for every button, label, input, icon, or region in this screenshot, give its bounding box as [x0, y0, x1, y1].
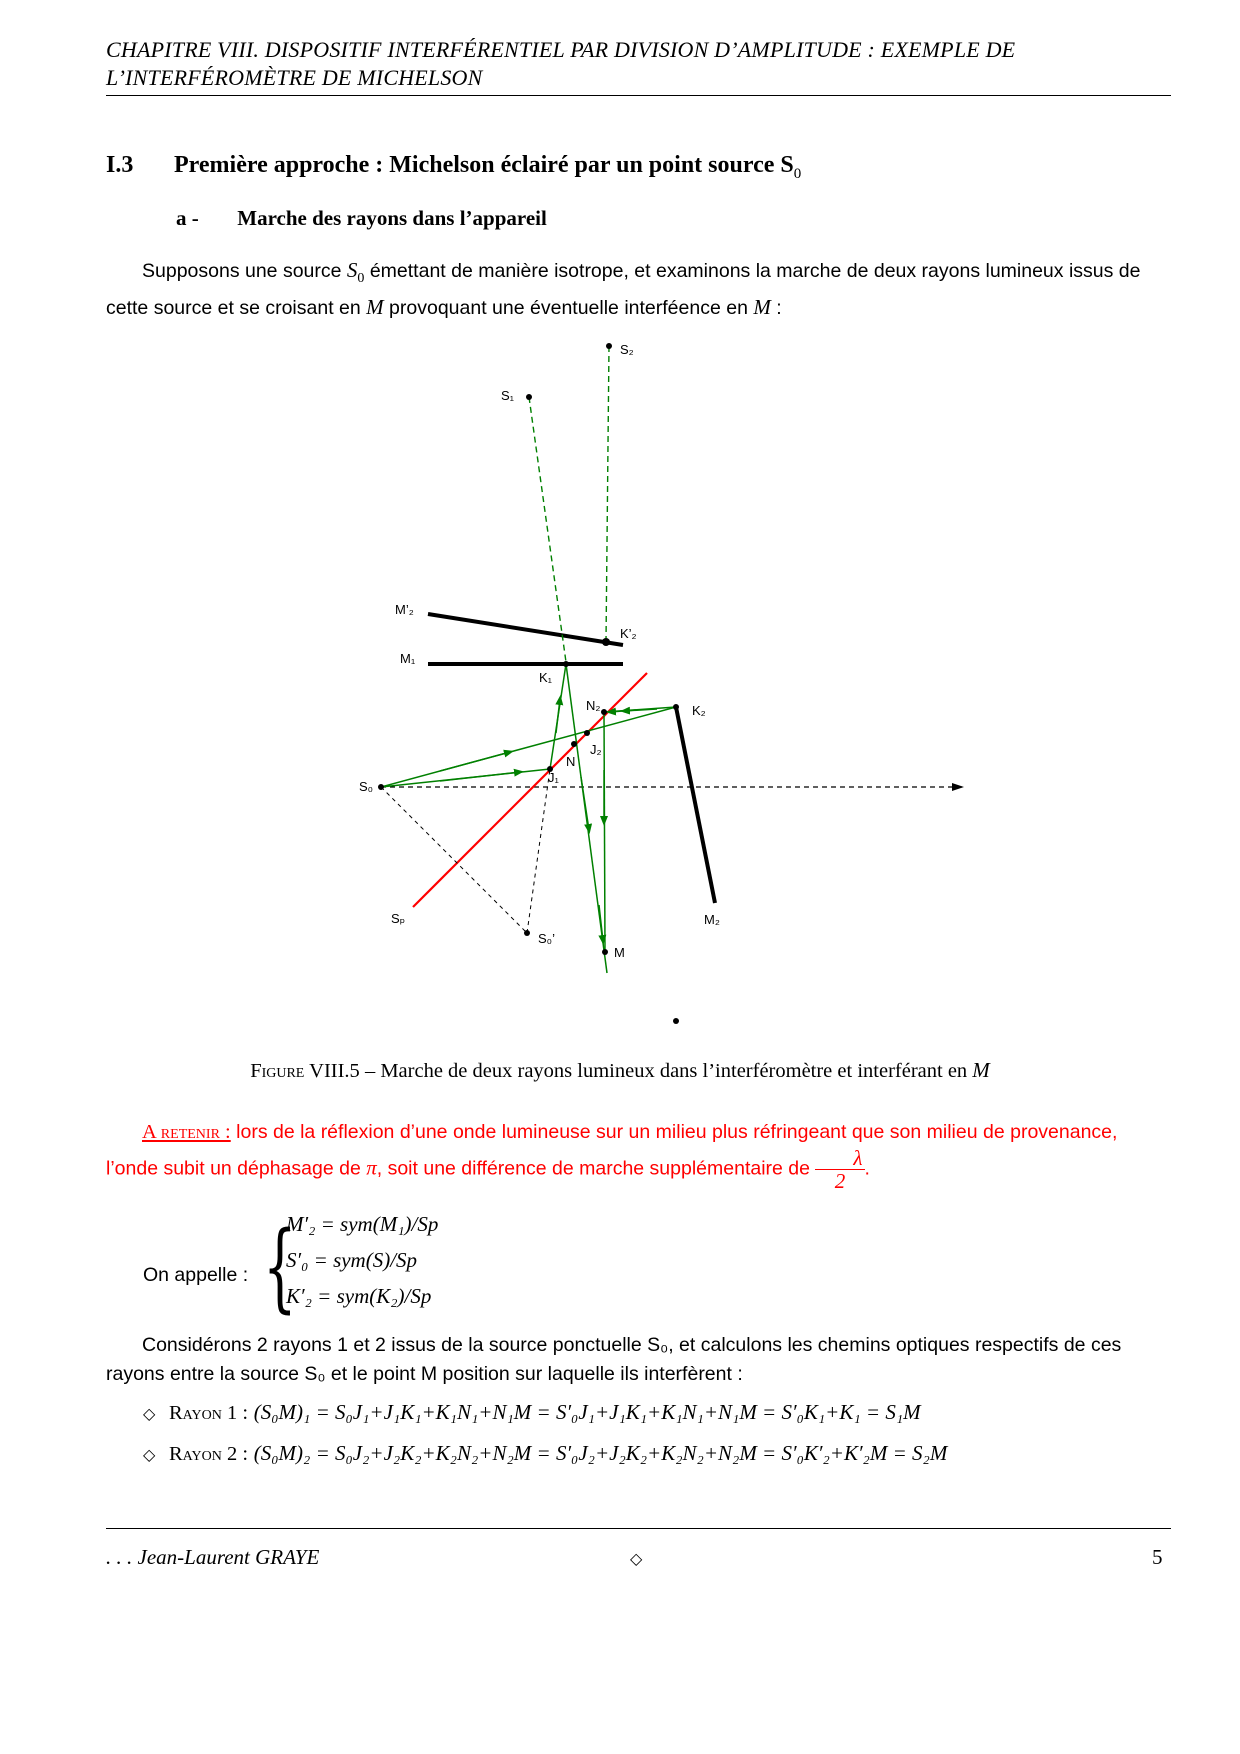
retenir-pi: π [366, 1155, 377, 1180]
retenir-text: lors de la réflexion d’une onde lumineuse sur un milieu plus réfringeant que son milieu de provenance, l’onde subit un déphasage de [106, 1121, 1118, 1180]
label-j1: J₁ [548, 770, 559, 785]
definition-m2-prime: M′₂ = sym(M₁)/Sp [286, 1212, 439, 1236]
point-s0 [378, 784, 384, 790]
intro-math-m1: M [366, 294, 384, 319]
intro-math-s: S [346, 258, 358, 282]
appelle-label: On appelle : [143, 1264, 249, 1286]
retenir-tag: A retenir : [142, 1121, 231, 1143]
point-s1 [526, 394, 532, 400]
ray1-arrow-d [599, 905, 603, 941]
caption-figure-word: Figure [250, 1060, 305, 1082]
section-title: Première approche : Michelson éclairé par un point source S [174, 152, 794, 178]
ray2-n2-m [604, 712, 605, 952]
point-k2p [602, 638, 610, 646]
label-k2-prime: K’₂ [620, 626, 637, 641]
ray-1-formula: (S₀M)₁ = S₀J₁+J₁K₁+K₁N₁+N₁M = S′₀J₁+J₁K₁+K₁N₁+N₁M = S′₀K₁+K₁ = S₁M [253, 1400, 921, 1424]
footer-diamond-icon: ◇ [630, 1551, 643, 1568]
intro-text-a: Supposons une source [142, 260, 347, 282]
point-s2 [606, 343, 612, 349]
caption-number: VIII.5 [309, 1060, 360, 1082]
point-n [571, 741, 577, 747]
label-m1: M₁ [400, 651, 416, 666]
virtual-s1-k1 [529, 397, 566, 662]
header-line-2: L’INTERFÉROMÈTRE DE MICHELSON [106, 65, 483, 90]
label-s2: S₂ [620, 342, 634, 357]
label-k2: K₂ [692, 703, 706, 718]
ray1-arrow-b [556, 699, 560, 733]
label-sp: Sₚ [391, 911, 406, 926]
label-m2-prime: M’₂ [395, 602, 414, 617]
definition-s0-prime: S′₀ = sym(S)/Sp [286, 1248, 418, 1272]
diamond-bullet-icon: ◇ [143, 1447, 156, 1464]
label-m: M [614, 945, 625, 960]
header-line-1: CHAPITRE VIII. DISPOSITIF INTERFÉRENTIEL PAR DIVISION D’AMPLITUDE : EXEMPLE DE [106, 37, 1016, 62]
label-n2: N₂ [586, 698, 601, 713]
point-k1 [563, 661, 569, 667]
construction-s0p-j1 [527, 769, 550, 933]
point-s0p [524, 930, 530, 936]
label-m2: M₂ [704, 912, 720, 927]
virtual-s2-k2p [606, 346, 609, 642]
diamond-bullet-icon: ◇ [143, 1406, 156, 1423]
ray1-arrow-c [581, 777, 589, 830]
footer-author: . . . Jean-Laurent GRAYE [106, 1545, 320, 1569]
subsection-label: a - [176, 206, 199, 230]
ray1-arrow-a [440, 772, 520, 781]
retenir-text-2: , soit une différence de marche supplémentaire de [376, 1157, 816, 1180]
intro-math-sub: 0 [357, 270, 365, 286]
separator-plate-sp [413, 673, 647, 907]
caption-math-m: M [972, 1058, 990, 1082]
label-k1: K₁ [539, 670, 553, 685]
mirror-m2 [676, 707, 715, 903]
definitions-system [286, 1212, 438, 1320]
figure-caption [0, 1058, 1240, 1083]
intro-text-c: provoquant une éventuelle interféence en [383, 296, 754, 319]
label-s1: S₁ [501, 388, 515, 403]
ray2-arrow-a [440, 752, 510, 771]
label-j2: J₂ [590, 742, 602, 757]
ray-2-label: Rayon 2 : [169, 1443, 249, 1465]
ray-2-formula: (S₀M)₂ = S₀J₂+J₂K₂+K₂N₂+N₂M = S′₀J₂+J₂K₂+K₂N₂+N₂M = S′₀K′₂+K′₂M = S₂M [253, 1441, 948, 1465]
ray-1-label: Rayon 1 : [169, 1402, 249, 1424]
mirror-m2-prime [428, 614, 623, 645]
left-brace: { [263, 1211, 297, 1323]
lambda-over-two [815, 1147, 864, 1192]
section-title-subscript: 0 [793, 165, 802, 182]
ray2-s0-k2 [381, 707, 676, 787]
point-k2 [673, 704, 679, 710]
stray-dot [673, 1018, 679, 1024]
subsection-title: Marche des rayons dans l’appareil [237, 206, 547, 230]
label-s0: S₀ [359, 779, 374, 794]
retenir-end: . [864, 1157, 870, 1180]
ray-1-line [143, 1400, 921, 1425]
page-number: 5 [1152, 1545, 1163, 1569]
intro-text-d: : [770, 296, 782, 319]
ray2-arrow-c [610, 710, 636, 712]
frac-numerator: λ [815, 1147, 864, 1170]
ray-2-line [143, 1441, 947, 1466]
label-s0-prime: S₀’ [538, 931, 555, 946]
point-j2 [584, 730, 590, 736]
definition-k2-prime: K′₂ = sym(K₂)/Sp [286, 1284, 432, 1308]
section-number: I.3 [106, 152, 134, 178]
intro-math-m2: M [753, 294, 771, 319]
intro-text-b: émettant de manière isotrope, et examinons la marche de deux rayons lumineux issus de cette source et se croisant en [106, 260, 1141, 319]
point-n2 [601, 709, 607, 715]
frac-denominator: 2 [834, 1169, 846, 1193]
label-n: N [566, 754, 576, 769]
retenir-note [106, 1118, 1170, 1192]
considerons-paragraph: Considérons 2 rayons 1 et 2 issus de la source ponctuelle S₀, et calculons les chemins optiques respectifs de ces rayons entre la source S₀ et le point M position sur laquelle ils interfèrent : [106, 1334, 1122, 1385]
footer-rule [106, 1528, 1171, 1529]
caption-text: – Marche de deux rayons lumineux dans l’interféromètre et interférant en [359, 1060, 973, 1082]
point-m [602, 949, 608, 955]
